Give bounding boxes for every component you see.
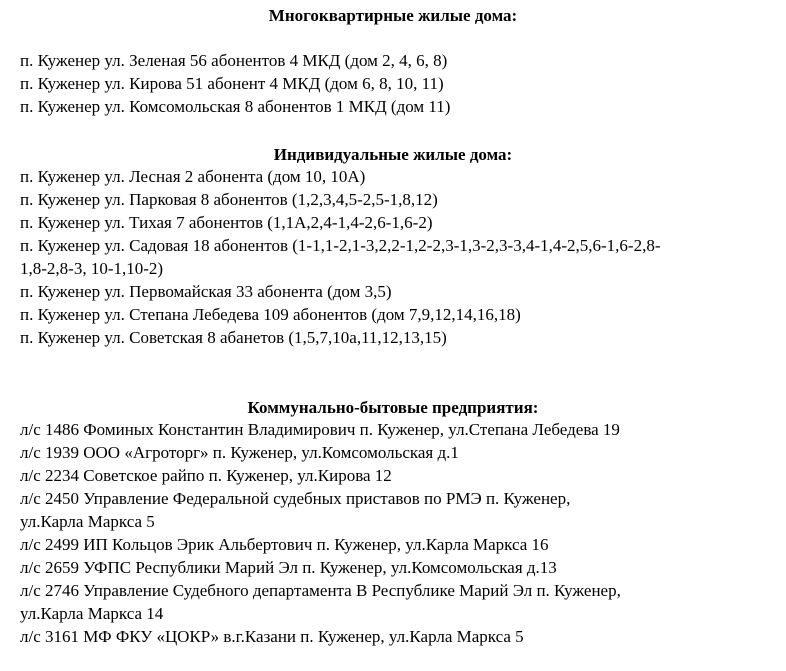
list-item: п. Куженер ул. Тихая 7 абонентов (1,1А,2,4-1,4-2,6-1,6-2) (20, 213, 433, 232)
list-item: п. Куженер ул. Парковая 8 абонентов (1,2,3,4,5-2,5-1,8,12) (20, 190, 438, 209)
list-item: 1,8-2,8-3, 10-1,10-2) (20, 259, 164, 278)
list-item: п. Куженер ул. Советская 8 абанетов (1,5,7,10а,11,12,13,15) (20, 328, 447, 347)
list-item: п. Куженер ул. Лесная 2 абонента (дом 10, 10А) (20, 167, 366, 186)
list-item: п. Куженер ул. Комсомольская 8 абонентов 1 МКД (дом 11) (20, 97, 451, 116)
utilities-list (20, 418, 780, 648)
section-heading-apartments: Многоквартирные жилые дома: (268, 6, 518, 25)
list-item: ул.Карла Маркса 14 (20, 604, 164, 623)
list-item: л/с 2746 Управление Судебного департамента В Республике Марий Эл п. Куженер, (20, 581, 621, 600)
apartments-list (20, 49, 780, 118)
list-item: л/с 2659 УФПС Республики Марий Эл п. Куженер, ул.Комсомольская д.13 (20, 558, 557, 577)
list-item: п. Куженер ул. Степана Лебедева 109 абонентов (дом 7,9,12,14,16,18) (20, 305, 521, 324)
list-item: л/с 2450 Управление Федеральной судебных приставов по РМЭ п. Куженер, (20, 489, 571, 508)
section-heading-houses: Индивидуальные жилые дома: (273, 145, 513, 164)
list-item: л/с 2499 ИП Кольцов Эрик Альбертович п. Куженер, ул.Карла Маркса 16 (20, 535, 549, 554)
list-item: п. Куженер ул. Садовая 18 абонентов (1-1,1-2,1-3,2,2-1,2-2,3-1,3-2,3-3,4-1,4-2,5,6-1,6-2,8- (20, 236, 661, 255)
list-item: л/с 1939 ООО «Агроторг» п. Куженер, ул.Комсомольская д.1 (20, 443, 459, 462)
list-item: л/с 3161 МФ ФКУ «ЦОКР» в.г.Казани п. Куженер, ул.Карла Маркса 5 (20, 627, 524, 646)
list-item: л/с 2234 Советское райпо п. Куженер, ул.Кирова 12 (20, 466, 392, 485)
list-item: п. Куженер ул. Первомайская 33 абонента (дом 3,5) (20, 282, 392, 301)
list-item: ул.Карла Маркса 5 (20, 512, 155, 531)
list-item: п. Куженер ул. Зеленая 56 абонентов 4 МКД (дом 2, 4, 6, 8) (20, 51, 448, 70)
houses-list (20, 165, 780, 349)
list-item: п. Куженер ул. Кирова 51 абонент 4 МКД (дом 6, 8, 10, 11) (20, 74, 444, 93)
section-heading-utilities: Коммунально-бытовые предприятия: (247, 398, 539, 417)
list-item: л/с 1486 Фоминых Константин Владимирович п. Куженер, ул.Степана Лебедева 19 (20, 420, 620, 439)
